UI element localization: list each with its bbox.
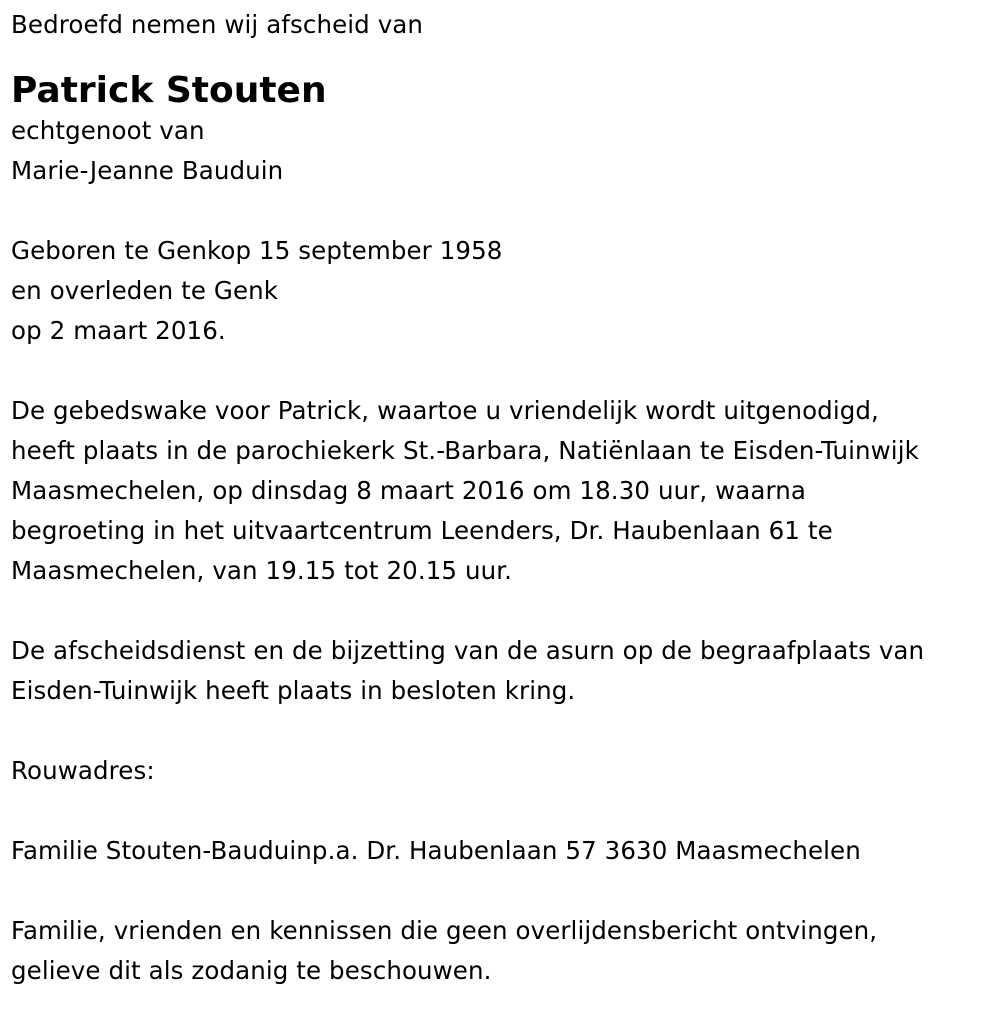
spouse-name: Marie-Jeanne Bauduin: [11, 156, 284, 185]
spacer: [11, 711, 996, 751]
spacer: [11, 791, 996, 831]
wake-paragraph-line: heeft plaats in de parochiekerk St.-Barbara, Natiënlaan te Eisden-Tuinwijk: [11, 436, 919, 465]
farewell-paragraph-line: De afscheidsdienst en de bijzetting van de asurn op de begraafplaats van: [11, 636, 925, 665]
wake-paragraph-line: Maasmechelen, van 19.15 tot 20.15 uur.: [11, 556, 513, 585]
spacer: [11, 871, 996, 911]
relation-line: echtgenoot van: [11, 116, 205, 145]
wake-paragraph-line: De gebedswake voor Patrick, waartoe u vriendelijk wordt uitgenodigd,: [11, 396, 879, 425]
death-place-line: en overleden te Genk: [11, 276, 279, 305]
address-label: Rouwadres:: [11, 756, 155, 785]
death-date-line: op 2 maart 2016.: [11, 316, 226, 345]
closing-line: gelieve dit als zodanig te beschouwen.: [11, 956, 492, 985]
farewell-paragraph-line: Eisden-Tuinwijk heeft plaats in besloten kring.: [11, 676, 576, 705]
closing-line: Familie, vrienden en kennissen die geen overlijdensbericht ontvingen,: [11, 916, 878, 945]
spacer: [11, 191, 996, 231]
wake-paragraph-line: Maasmechelen, op dinsdag 8 maart 2016 om 18.30 uur, waarna: [11, 476, 807, 505]
deceased-name: Patrick Stouten: [11, 70, 327, 111]
birth-line: Geboren te Genkop 15 september 1958: [11, 236, 503, 265]
wake-paragraph-line: begroeting in het uitvaartcentrum Leenders, Dr. Haubenlaan 61 te: [11, 516, 833, 545]
obituary-notice: [11, 0, 996, 991]
spacer: [11, 351, 996, 391]
mourning-address: Familie Stouten-Bauduinp.a. Dr. Haubenlaan 57 3630 Maasmechelen: [11, 836, 861, 865]
intro-text: Bedroefd nemen wij afscheid van: [11, 10, 424, 39]
spacer: [11, 591, 996, 631]
